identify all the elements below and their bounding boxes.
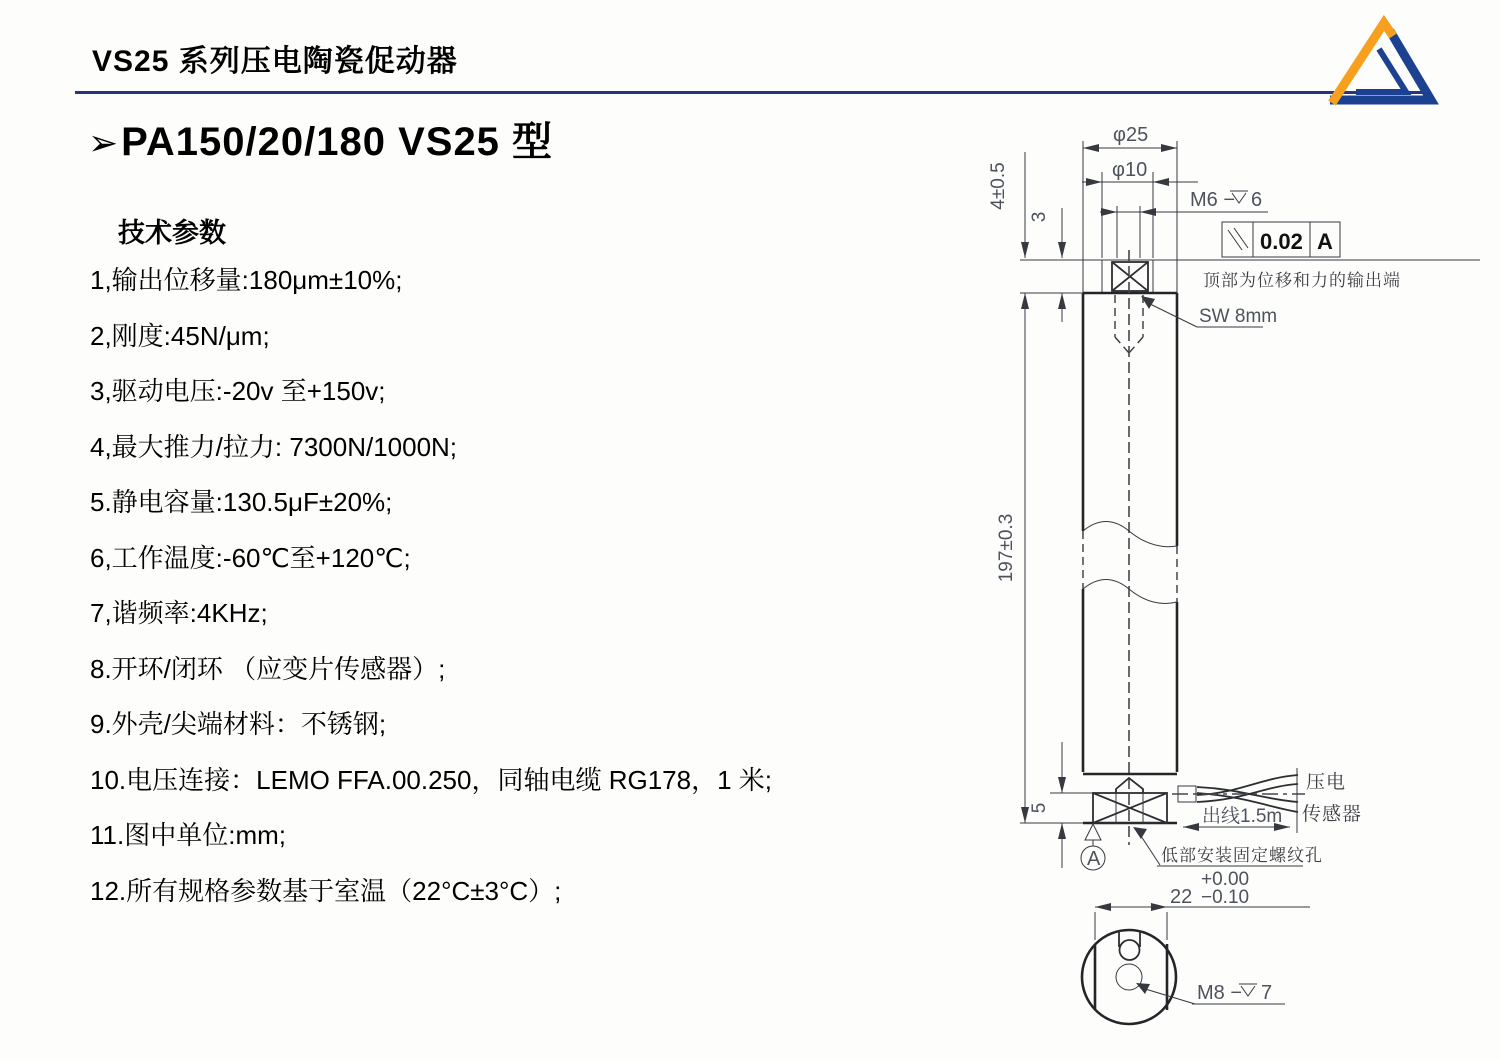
model-heading-text: PA150/20/180 VS25 型 (121, 120, 554, 164)
page-title: VS25 系列压电陶瓷促动器 (92, 45, 458, 78)
dim-thread-top (1100, 189, 1268, 258)
dim22-nominal: 22 (1170, 886, 1193, 908)
bottom-cap (1083, 774, 1177, 823)
spec-item-8: 8.开环/闭环 （应变片传感器）; (90, 653, 446, 684)
cable-length-label: 出线1.5m (1202, 806, 1283, 827)
tolerance-frame (1222, 222, 1340, 257)
spec-item-11: 11.图中单位:mm; (90, 820, 286, 850)
spec-item-10: 10.电压连接：LEMO FFA.00.250，同轴电缆 RG178，1 米; (90, 764, 772, 795)
datum-a-symbol (1081, 824, 1105, 870)
bottom-mount-callout (1133, 827, 1323, 866)
title-divider (75, 91, 1423, 94)
top-output-note: 顶部为位移和力的输出端 (1203, 271, 1401, 290)
spec-item-5: 5.静电容量:130.5μF±20%; (90, 487, 393, 517)
dim-cable-length (1183, 805, 1290, 831)
wrench-callout (1141, 296, 1277, 327)
center-hole (1116, 964, 1142, 990)
cable-label-line1: 压电 (1306, 772, 1347, 793)
spec-item-2: 2,刚度:45N/μm; (90, 320, 270, 351)
spec-item-12: 12.所有规格参数基于室温（22°C±3°C）; (90, 875, 562, 906)
dim22-upper: +0.00 (1201, 869, 1250, 890)
dim-socket-depth (1029, 208, 1066, 322)
thread-top-label: M6 − (1190, 189, 1236, 211)
spec-list (90, 253, 772, 919)
technical-drawing (980, 115, 1500, 1050)
dim-length (996, 293, 1083, 823)
spec-item-9: 9.外壳/尖端材料：不锈钢; (90, 709, 387, 739)
dim-tip-height-label: 4±0.5 (988, 162, 1009, 210)
dim-phi25 (1083, 124, 1177, 293)
thread-bottom-callout (1136, 982, 1285, 1004)
actuator-tip (1102, 260, 1153, 293)
thread-bottom-depth: 7 (1261, 982, 1273, 1004)
tolerance-datum: A (1317, 229, 1333, 254)
dim-phi10-label: φ10 (1112, 159, 1148, 181)
section-title: 技术参数 (118, 218, 226, 248)
datum-a-label: A (1087, 848, 1101, 870)
bottom-view (1082, 930, 1176, 1024)
parallelism-symbol-icon (1228, 228, 1248, 250)
thread-top-depth: 6 (1251, 189, 1263, 211)
bottom-mount-note: 低部安装固定螺纹孔 (1161, 846, 1323, 865)
thread-bottom-label: M8 − (1197, 982, 1243, 1004)
spec-item-3: 3,驱动电压:-20v 至+150v; (90, 376, 386, 406)
break-wave-lower (1083, 580, 1177, 604)
company-logo (1318, 14, 1443, 109)
keyway-notch (1119, 931, 1140, 960)
actuator-body (1083, 293, 1177, 772)
dim-cap-height-label: 5 (1029, 802, 1050, 814)
dim-socket-depth-label: 3 (1029, 211, 1050, 223)
wrench-label: SW 8mm (1199, 306, 1278, 327)
spec-item-1: 1,输出位移量:180μm±10%; (90, 265, 403, 295)
spec-item-7: 7,谐频率:4KHz; (90, 598, 268, 628)
break-wave-upper (1083, 522, 1177, 547)
cable-upper (1197, 775, 1298, 795)
cable-label-line2: 传感器 (1302, 804, 1363, 825)
spec-item-4: 4,最大推力/拉力: 7300N/1000N; (90, 431, 458, 462)
dim-phi25-label: φ25 (1113, 124, 1149, 146)
model-heading (88, 110, 553, 167)
tolerance-value: 0.02 (1260, 229, 1303, 254)
spec-item-6: 6,工作温度:-60℃至+120℃; (90, 542, 411, 573)
heading-arrow-bullet: ➢ (88, 122, 120, 163)
dim22-lower: −0.10 (1201, 887, 1250, 908)
dim-length-label: 197±0.3 (996, 513, 1017, 583)
